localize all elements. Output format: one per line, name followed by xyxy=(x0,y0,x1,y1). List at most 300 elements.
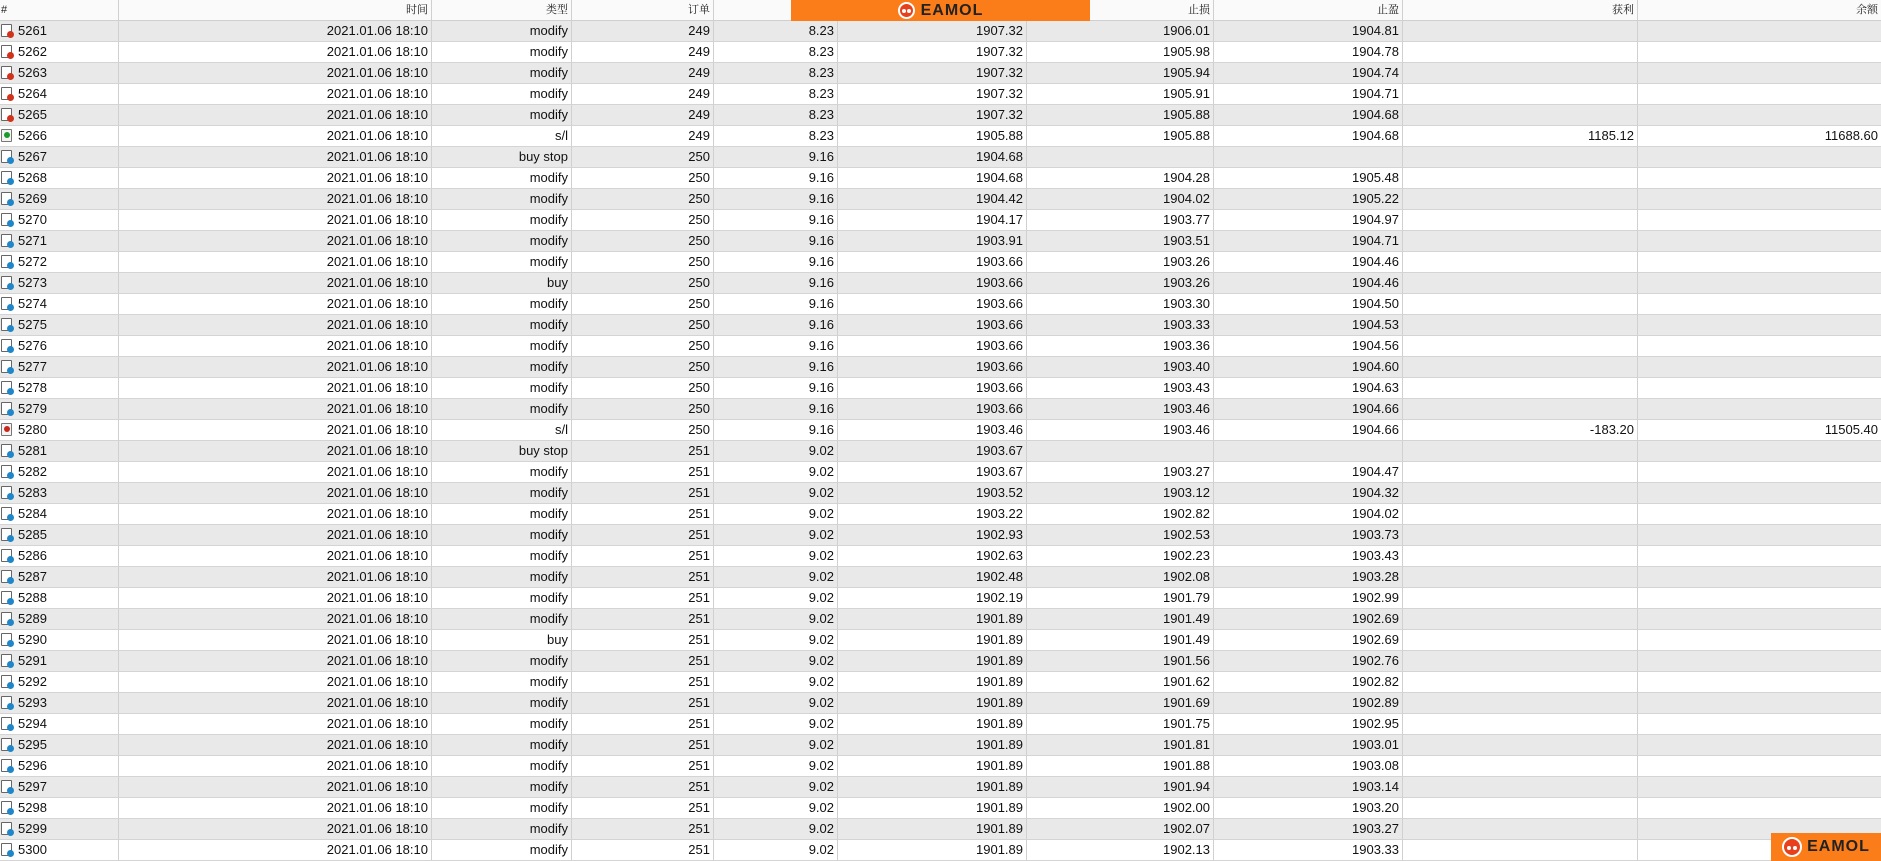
cell-type: modify xyxy=(432,483,572,503)
cell-price: 1903.66 xyxy=(838,252,1027,272)
buy-order-icon xyxy=(1,822,14,836)
cell-type: modify xyxy=(432,357,572,377)
cell-num xyxy=(0,441,119,461)
cell-price: 1901.89 xyxy=(838,714,1027,734)
cell-volume: 9.02 xyxy=(714,819,838,839)
cell-price: 1902.63 xyxy=(838,546,1027,566)
cell-num xyxy=(0,735,119,755)
cell-type: s/l xyxy=(432,420,572,440)
cell-time: 2021.01.06 18:10 xyxy=(119,315,432,335)
cell-order: 250 xyxy=(572,189,714,209)
cell-price: 1901.89 xyxy=(838,819,1027,839)
cell-take-profit: 1905.22 xyxy=(1214,189,1403,209)
cell-type: modify xyxy=(432,504,572,524)
cell-take-profit: 1904.32 xyxy=(1214,483,1403,503)
cell-volume: 9.02 xyxy=(714,693,838,713)
cell-price: 1901.89 xyxy=(838,840,1027,860)
cell-take-profit: 1904.60 xyxy=(1214,357,1403,377)
cell-num xyxy=(0,483,119,503)
cell-take-profit: 1904.47 xyxy=(1214,462,1403,482)
cell-type: modify xyxy=(432,315,572,335)
cell-num xyxy=(0,231,119,251)
cell-price: 1903.66 xyxy=(838,336,1027,356)
cell-volume: 8.23 xyxy=(714,21,838,41)
cell-num xyxy=(0,630,119,650)
table-body xyxy=(0,21,1881,861)
cell-price: 1903.66 xyxy=(838,294,1027,314)
cell-balance xyxy=(1638,273,1881,293)
cell-balance xyxy=(1638,189,1881,209)
table-row[interactable] xyxy=(0,630,1881,651)
cell-time: 2021.01.06 18:10 xyxy=(119,777,432,797)
cell-order: 251 xyxy=(572,777,714,797)
cell-stop-loss: 1902.08 xyxy=(1027,567,1214,587)
cell-time: 2021.01.06 18:10 xyxy=(119,819,432,839)
cell-order: 251 xyxy=(572,609,714,629)
table-row[interactable] xyxy=(0,651,1881,672)
buy-order-icon xyxy=(1,276,14,290)
row-number: 5267 xyxy=(18,149,47,164)
brand-name: EAMOL xyxy=(920,1,984,19)
cell-type: modify xyxy=(432,399,572,419)
cell-price: 1903.66 xyxy=(838,315,1027,335)
cell-stop-loss: 1901.94 xyxy=(1027,777,1214,797)
cell-stop-loss: 1903.43 xyxy=(1027,378,1214,398)
cell-balance xyxy=(1638,567,1881,587)
table-row[interactable] xyxy=(0,84,1881,105)
row-number: 5298 xyxy=(18,800,47,815)
column-header-balance[interactable]: 余额 xyxy=(1856,4,1878,16)
cell-order: 250 xyxy=(572,399,714,419)
cell-take-profit: 1904.50 xyxy=(1214,294,1403,314)
column-header-time[interactable]: 时间 xyxy=(119,0,432,20)
cell-type: modify xyxy=(432,168,572,188)
cell-order: 250 xyxy=(572,147,714,167)
cell-stop-loss: 1903.26 xyxy=(1027,252,1214,272)
cell-stop-loss: 1902.00 xyxy=(1027,798,1214,818)
cell-order: 251 xyxy=(572,441,714,461)
cell-type: modify xyxy=(432,546,572,566)
buy-order-icon xyxy=(1,255,14,269)
cell-balance xyxy=(1638,210,1881,230)
table-row[interactable] xyxy=(0,210,1881,231)
row-number: 5284 xyxy=(18,506,47,521)
cell-stop-loss: 1901.56 xyxy=(1027,651,1214,671)
table-row[interactable] xyxy=(0,546,1881,567)
cell-profit xyxy=(1403,798,1638,818)
cell-num xyxy=(0,210,119,230)
cell-price: 1901.89 xyxy=(838,798,1027,818)
cell-take-profit: 1904.46 xyxy=(1214,252,1403,272)
table-row[interactable] xyxy=(0,525,1881,546)
cell-num xyxy=(0,714,119,734)
column-header-order[interactable]: 订单 xyxy=(572,0,714,20)
table-row[interactable] xyxy=(0,168,1881,189)
table-row[interactable] xyxy=(0,819,1881,840)
cell-volume: 8.23 xyxy=(714,42,838,62)
buy-order-icon xyxy=(1,780,14,794)
stop-loss-close-icon xyxy=(1,423,14,437)
brand-name: EAMOL xyxy=(1807,838,1870,855)
cell-balance xyxy=(1638,483,1881,503)
cell-num xyxy=(0,420,119,440)
row-number: 5281 xyxy=(18,443,47,458)
sell-order-icon xyxy=(1,24,14,38)
table-row[interactable] xyxy=(0,441,1881,462)
cell-type: modify xyxy=(432,588,572,608)
cell-type: modify xyxy=(432,231,572,251)
cell-time: 2021.01.06 18:10 xyxy=(119,567,432,587)
cell-price: 1901.89 xyxy=(838,756,1027,776)
table-row[interactable] xyxy=(0,273,1881,294)
cell-num xyxy=(0,105,119,125)
brand-banner-top xyxy=(791,0,1090,21)
table-row[interactable] xyxy=(0,609,1881,630)
cell-take-profit: 1904.71 xyxy=(1214,231,1403,251)
table-row[interactable] xyxy=(0,315,1881,336)
cell-num xyxy=(0,819,119,839)
table-row[interactable] xyxy=(0,105,1881,126)
cell-balance xyxy=(1638,693,1881,713)
cell-stop-loss: 1905.98 xyxy=(1027,42,1214,62)
table-row[interactable] xyxy=(0,693,1881,714)
cell-stop-loss: 1902.13 xyxy=(1027,840,1214,860)
cell-num xyxy=(0,840,119,860)
table-row[interactable] xyxy=(0,378,1881,399)
cell-volume: 9.16 xyxy=(714,231,838,251)
robot-logo-icon xyxy=(898,2,915,19)
row-number: 5278 xyxy=(18,380,47,395)
cell-balance xyxy=(1638,735,1881,755)
row-number: 5276 xyxy=(18,338,47,353)
row-number: 5271 xyxy=(18,233,47,248)
cell-order: 249 xyxy=(572,63,714,83)
cell-balance xyxy=(1638,546,1881,566)
cell-balance xyxy=(1638,63,1881,83)
row-number: 5299 xyxy=(18,821,47,836)
column-header-num[interactable]: # xyxy=(0,0,119,20)
buy-order-icon xyxy=(1,843,14,857)
cell-balance xyxy=(1638,525,1881,545)
sell-order-icon xyxy=(1,66,14,80)
cell-num xyxy=(0,567,119,587)
cell-time: 2021.01.06 18:10 xyxy=(119,231,432,251)
cell-take-profit: 1902.82 xyxy=(1214,672,1403,692)
cell-profit xyxy=(1403,357,1638,377)
cell-profit xyxy=(1403,273,1638,293)
cell-order: 251 xyxy=(572,714,714,734)
cell-profit xyxy=(1403,546,1638,566)
row-number: 5275 xyxy=(18,317,47,332)
cell-volume: 9.16 xyxy=(714,294,838,314)
cell-num xyxy=(0,399,119,419)
cell-type: buy xyxy=(432,273,572,293)
cell-take-profit: 1903.01 xyxy=(1214,735,1403,755)
cell-price: 1907.32 xyxy=(838,84,1027,104)
cell-stop-loss: 1906.01 xyxy=(1027,21,1214,41)
cell-volume: 9.02 xyxy=(714,441,838,461)
cell-take-profit: 1902.99 xyxy=(1214,588,1403,608)
cell-order: 250 xyxy=(572,168,714,188)
row-number: 5263 xyxy=(18,65,47,80)
sell-order-icon xyxy=(1,87,14,101)
cell-price: 1903.66 xyxy=(838,378,1027,398)
buy-order-icon xyxy=(1,339,14,353)
table-row[interactable] xyxy=(0,483,1881,504)
cell-volume: 9.16 xyxy=(714,336,838,356)
cell-balance xyxy=(1638,252,1881,272)
cell-price: 1901.89 xyxy=(838,609,1027,629)
table-row[interactable] xyxy=(0,462,1881,483)
cell-stop-loss xyxy=(1027,147,1214,167)
table-row[interactable] xyxy=(0,840,1881,861)
cell-stop-loss: 1903.51 xyxy=(1027,231,1214,251)
cell-num xyxy=(0,273,119,293)
cell-type: modify xyxy=(432,525,572,545)
cell-volume: 9.02 xyxy=(714,798,838,818)
table-row[interactable] xyxy=(0,714,1881,735)
cell-order: 251 xyxy=(572,819,714,839)
cell-profit xyxy=(1403,42,1638,62)
table-row[interactable] xyxy=(0,189,1881,210)
cell-price: 1907.32 xyxy=(838,63,1027,83)
cell-volume: 9.16 xyxy=(714,399,838,419)
cell-num xyxy=(0,756,119,776)
cell-take-profit: 1903.14 xyxy=(1214,777,1403,797)
cell-stop-loss: 1901.75 xyxy=(1027,714,1214,734)
buy-order-icon xyxy=(1,150,14,164)
cell-time: 2021.01.06 18:10 xyxy=(119,525,432,545)
table-row[interactable] xyxy=(0,672,1881,693)
table-row[interactable] xyxy=(0,294,1881,315)
cell-num xyxy=(0,147,119,167)
row-number: 5294 xyxy=(18,716,47,731)
cell-order: 249 xyxy=(572,21,714,41)
cell-profit xyxy=(1403,84,1638,104)
cell-order: 250 xyxy=(572,420,714,440)
cell-take-profit: 1903.33 xyxy=(1214,840,1403,860)
buy-order-icon xyxy=(1,192,14,206)
cell-order: 251 xyxy=(572,840,714,860)
cell-take-profit: 1904.56 xyxy=(1214,336,1403,356)
row-number: 5297 xyxy=(18,779,47,794)
table-row[interactable] xyxy=(0,504,1881,525)
cell-order: 249 xyxy=(572,126,714,146)
row-number: 5265 xyxy=(18,107,47,122)
cell-order: 250 xyxy=(572,252,714,272)
cell-time: 2021.01.06 18:10 xyxy=(119,840,432,860)
cell-balance xyxy=(1638,168,1881,188)
cell-time: 2021.01.06 18:10 xyxy=(119,147,432,167)
cell-stop-loss: 1902.23 xyxy=(1027,546,1214,566)
cell-volume: 9.02 xyxy=(714,525,838,545)
cell-num xyxy=(0,609,119,629)
cell-time: 2021.01.06 18:10 xyxy=(119,420,432,440)
row-number: 5295 xyxy=(18,737,47,752)
cell-volume: 9.02 xyxy=(714,735,838,755)
cell-price: 1903.22 xyxy=(838,504,1027,524)
table-row[interactable] xyxy=(0,147,1881,168)
table-row[interactable] xyxy=(0,231,1881,252)
cell-stop-loss: 1905.88 xyxy=(1027,126,1214,146)
cell-take-profit: 1904.81 xyxy=(1214,21,1403,41)
buy-order-icon xyxy=(1,612,14,626)
cell-time: 2021.01.06 18:10 xyxy=(119,294,432,314)
buy-order-icon xyxy=(1,381,14,395)
cell-balance xyxy=(1638,294,1881,314)
cell-type: buy stop xyxy=(432,147,572,167)
cell-take-profit: 1903.27 xyxy=(1214,819,1403,839)
cell-stop-loss: 1903.30 xyxy=(1027,294,1214,314)
table-row[interactable] xyxy=(0,126,1881,147)
buy-order-icon xyxy=(1,696,14,710)
cell-profit xyxy=(1403,231,1638,251)
cell-profit xyxy=(1403,189,1638,209)
cell-profit xyxy=(1403,735,1638,755)
stop-loss-close-icon xyxy=(1,129,14,143)
cell-volume: 9.16 xyxy=(714,189,838,209)
cell-order: 251 xyxy=(572,588,714,608)
cell-stop-loss: 1905.91 xyxy=(1027,84,1214,104)
cell-type: modify xyxy=(432,84,572,104)
table-row[interactable] xyxy=(0,588,1881,609)
buy-order-icon xyxy=(1,528,14,542)
table-row[interactable] xyxy=(0,63,1881,84)
cell-volume: 9.02 xyxy=(714,672,838,692)
cell-time: 2021.01.06 18:10 xyxy=(119,399,432,419)
cell-profit xyxy=(1403,567,1638,587)
row-number: 5277 xyxy=(18,359,47,374)
cell-type: modify xyxy=(432,777,572,797)
cell-type: modify xyxy=(432,210,572,230)
buy-order-icon xyxy=(1,591,14,605)
cell-price: 1903.66 xyxy=(838,357,1027,377)
cell-time: 2021.01.06 18:10 xyxy=(119,588,432,608)
cell-profit xyxy=(1403,399,1638,419)
cell-order: 251 xyxy=(572,651,714,671)
cell-num xyxy=(0,525,119,545)
cell-type: modify xyxy=(432,42,572,62)
cell-time: 2021.01.06 18:10 xyxy=(119,378,432,398)
cell-type: modify xyxy=(432,462,572,482)
cell-order: 251 xyxy=(572,462,714,482)
cell-type: modify xyxy=(432,735,572,755)
table-row[interactable] xyxy=(0,420,1881,441)
cell-stop-loss: 1903.36 xyxy=(1027,336,1214,356)
cell-balance xyxy=(1638,21,1881,41)
cell-stop-loss: 1903.26 xyxy=(1027,273,1214,293)
table-row[interactable] xyxy=(0,21,1881,42)
cell-balance xyxy=(1638,462,1881,482)
column-header-profit[interactable]: 获利 xyxy=(1403,0,1638,20)
buy-order-icon xyxy=(1,570,14,584)
cell-take-profit: 1902.95 xyxy=(1214,714,1403,734)
cell-balance xyxy=(1638,672,1881,692)
cell-volume: 9.02 xyxy=(714,567,838,587)
buy-order-icon xyxy=(1,234,14,248)
cell-order: 250 xyxy=(572,357,714,377)
cell-profit xyxy=(1403,378,1638,398)
cell-balance xyxy=(1638,756,1881,776)
cell-stop-loss xyxy=(1027,441,1214,461)
cell-volume: 9.02 xyxy=(714,777,838,797)
cell-balance xyxy=(1638,378,1881,398)
cell-time: 2021.01.06 18:10 xyxy=(119,336,432,356)
cell-time: 2021.01.06 18:10 xyxy=(119,63,432,83)
row-number: 5292 xyxy=(18,674,47,689)
cell-type: modify xyxy=(432,651,572,671)
cell-order: 251 xyxy=(572,756,714,776)
table-row[interactable] xyxy=(0,399,1881,420)
cell-type: modify xyxy=(432,819,572,839)
column-header-take-profit[interactable]: 止盈 xyxy=(1214,0,1403,20)
table-row[interactable] xyxy=(0,357,1881,378)
cell-price: 1901.89 xyxy=(838,735,1027,755)
cell-profit xyxy=(1403,756,1638,776)
cell-volume: 9.16 xyxy=(714,357,838,377)
cell-profit xyxy=(1403,168,1638,188)
column-header-stop-loss[interactable]: 止损 xyxy=(1027,0,1214,20)
cell-price: 1907.32 xyxy=(838,105,1027,125)
cell-balance xyxy=(1638,315,1881,335)
table-row[interactable] xyxy=(0,756,1881,777)
cell-profit: 1185.12 xyxy=(1403,126,1638,146)
cell-time: 2021.01.06 18:10 xyxy=(119,126,432,146)
cell-num xyxy=(0,42,119,62)
row-number: 5290 xyxy=(18,632,47,647)
cell-type: s/l xyxy=(432,126,572,146)
table-row[interactable] xyxy=(0,336,1881,357)
column-header-type[interactable]: 类型 xyxy=(432,0,572,20)
table-row[interactable] xyxy=(0,798,1881,819)
cell-balance xyxy=(1638,504,1881,524)
cell-time: 2021.01.06 18:10 xyxy=(119,798,432,818)
row-number: 5273 xyxy=(18,275,47,290)
cell-num xyxy=(0,126,119,146)
table-row[interactable] xyxy=(0,567,1881,588)
cell-profit xyxy=(1403,504,1638,524)
table-row[interactable] xyxy=(0,42,1881,63)
cell-type: modify xyxy=(432,294,572,314)
cell-order: 251 xyxy=(572,525,714,545)
cell-take-profit: 1904.46 xyxy=(1214,273,1403,293)
cell-take-profit: 1904.68 xyxy=(1214,126,1403,146)
cell-profit xyxy=(1403,21,1638,41)
cell-time: 2021.01.06 18:10 xyxy=(119,483,432,503)
cell-profit xyxy=(1403,294,1638,314)
buy-order-icon xyxy=(1,486,14,500)
cell-type: modify xyxy=(432,378,572,398)
table-row[interactable] xyxy=(0,777,1881,798)
buy-order-icon xyxy=(1,360,14,374)
cell-num xyxy=(0,693,119,713)
cell-order: 251 xyxy=(572,567,714,587)
cell-time: 2021.01.06 18:10 xyxy=(119,189,432,209)
cell-volume: 9.02 xyxy=(714,609,838,629)
cell-volume: 9.16 xyxy=(714,315,838,335)
robot-logo-icon xyxy=(1782,837,1802,857)
cell-volume: 8.23 xyxy=(714,105,838,125)
cell-price: 1903.91 xyxy=(838,231,1027,251)
cell-num xyxy=(0,378,119,398)
cell-balance xyxy=(1638,105,1881,125)
cell-take-profit: 1903.28 xyxy=(1214,567,1403,587)
table-row[interactable] xyxy=(0,735,1881,756)
cell-time: 2021.01.06 18:10 xyxy=(119,693,432,713)
cell-profit xyxy=(1403,63,1638,83)
cell-time: 2021.01.06 18:10 xyxy=(119,42,432,62)
table-row[interactable] xyxy=(0,252,1881,273)
